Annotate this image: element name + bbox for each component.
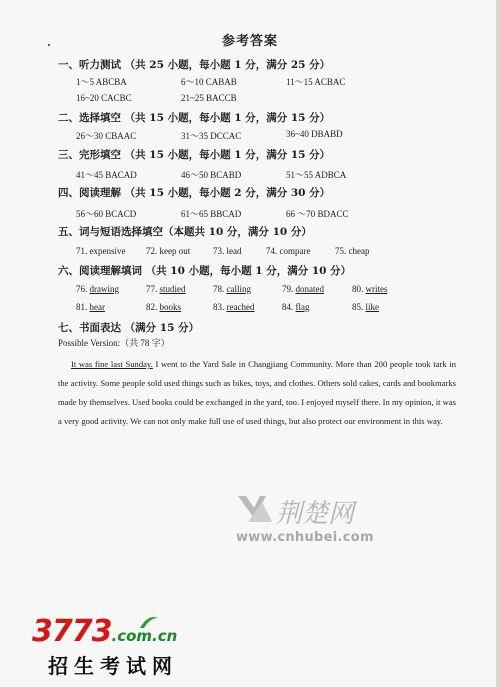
answer-item — [213, 302, 254, 312]
answer-item — [213, 284, 251, 294]
item-answer: studied — [159, 284, 186, 294]
section-heading-writing: 七、书面表达 （满分 15 分） — [58, 322, 200, 334]
answer-group: 51～55 ADBCA — [286, 170, 347, 180]
item-number: 79. — [282, 284, 296, 294]
answer-group: 31～35 DCCAC — [181, 131, 242, 141]
item-answer: like — [365, 302, 379, 312]
section-heading-listening: 一、听力测试 （共 25 小题，每小题 1 分，满分 25 分） — [58, 59, 331, 71]
section-heading-cloze: 三、完形填空 （共 15 小题，每小题 1 分，满分 15 分） — [58, 149, 331, 161]
answer-item: 71. expensive — [76, 246, 126, 256]
answer-group: 46～50 BCABD — [181, 170, 242, 180]
item-answer: donated — [295, 284, 324, 294]
item-number: 77. — [146, 284, 160, 294]
answer-group: 61～65 BBCAD — [181, 209, 242, 219]
item-number: 82. — [146, 302, 160, 312]
answer-group: 21~25 BACCB — [181, 93, 237, 103]
answer-group: 11～15 ACBAC — [286, 77, 346, 87]
item-number: 78. — [213, 284, 227, 294]
answer-item — [146, 284, 186, 294]
item-number: 80. — [352, 284, 366, 294]
answer-item — [282, 302, 310, 312]
answer-group: 56～60 BCACD — [76, 209, 137, 219]
item-answer: hear — [89, 302, 105, 312]
answer-item — [282, 284, 324, 294]
item-answer: writes — [365, 284, 388, 294]
swoosh-icon — [138, 612, 160, 632]
answer-group: 66 ～70 BDACC — [286, 209, 349, 219]
item-answer: flag — [295, 302, 310, 312]
logo-tagline: 招生考试网 — [48, 654, 178, 678]
watermark-text: 荆楚网 — [276, 499, 355, 529]
item-number: 81. — [76, 302, 90, 312]
answer-item — [146, 302, 181, 312]
answer-item: 72. keep out — [146, 246, 191, 256]
item-answer: reached — [226, 302, 255, 312]
item-answer: drawing — [89, 284, 119, 294]
answer-group: 41～45 BACAD — [76, 170, 137, 180]
answer-group: 26～30 CBAAC — [76, 131, 137, 141]
answer-item: 73. lead — [213, 246, 242, 256]
item-number: 76. — [76, 284, 90, 294]
answer-item: 75. cheap — [335, 246, 370, 256]
possible-version-label: Possible Version:（共 78 字） — [58, 338, 170, 348]
answer-group: 1～5 ABCBA — [76, 77, 127, 87]
logo-domain: .com.cn — [111, 627, 178, 645]
watermark-url: www.cnhubei.com — [236, 530, 374, 545]
item-number: 83. — [213, 302, 227, 312]
answer-item — [76, 284, 119, 294]
essay-text — [58, 355, 456, 431]
essay-underlined-start: It was fine last Sunday. — [71, 359, 153, 369]
item-answer: calling — [226, 284, 251, 294]
section-heading-choice: 二、选择填空 （共 15 小题，每小题 1 分，满分 15 分） — [58, 112, 331, 124]
section-heading-fill-words: 六、阅读理解填词 （共 10 小题，每小题 1 分，满分 10 分） — [58, 265, 352, 277]
item-answer: books — [159, 302, 182, 312]
answer-item — [352, 284, 388, 294]
logo-number: 3773 — [32, 614, 112, 649]
answer-group: 16~20 CACBC — [76, 93, 132, 103]
answer-item — [76, 302, 105, 312]
item-number: 85. — [352, 302, 366, 312]
section-heading-reading: 四、阅读理解 （共 15 小题，每小题 2 分，满分 30 分） — [58, 187, 331, 199]
answer-item: 74. compare — [266, 246, 311, 256]
scan-edge — [496, 0, 500, 687]
answer-group: 6～10 CABAB — [181, 77, 237, 87]
section-heading-word-choice: 五、词与短语选择填空（本题共 10 分，满分 10 分） — [58, 226, 312, 238]
essay-body: I went to the Yard Sale in Changjiang Community. More than 200 people took tark in the activity. Some people sold used things such as bikes, toys, and clothes. Others sold cakes, cards and bookmarks made by themselves. Used books could be exchanged in the yard, too. I enjoyed myself there. In my opinion, it was a very good activity. We can not only make full use of used things, but also protect our environment in this way. — [58, 359, 456, 426]
item-number: 84. — [282, 302, 296, 312]
answer-group: 36~40 DBABD — [286, 129, 343, 139]
answer-item — [352, 302, 379, 312]
page-title: 参考答案 — [221, 34, 278, 49]
